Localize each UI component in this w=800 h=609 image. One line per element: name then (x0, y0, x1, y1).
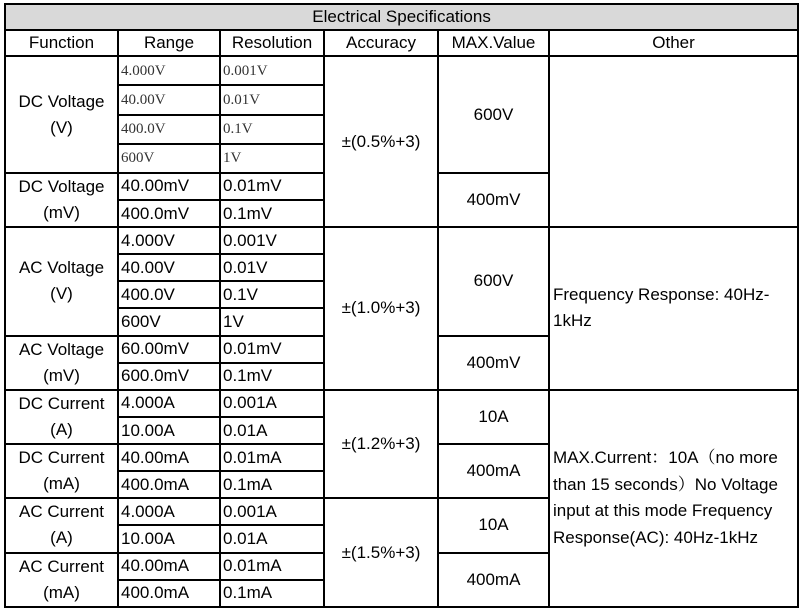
max-ac-voltage-mv: 400mV (438, 336, 549, 390)
resolution-cell: 0.01mV (220, 336, 324, 363)
range-cell: 400.0mV (118, 200, 220, 227)
function-dc-voltage-mv: DC Voltage (mV) (5, 173, 118, 227)
accuracy-ac-voltage: ±(1.0%+3) (324, 227, 438, 390)
range-cell: 400.0V (118, 115, 220, 144)
function-ac-current-a: AC Current (A) (5, 498, 118, 552)
range-cell: 40.00mA (118, 553, 220, 580)
header-function: Function (5, 30, 118, 56)
max-dc-voltage-v: 600V (438, 56, 549, 173)
spec-table (4, 3, 799, 608)
resolution-cell: 0.001V (220, 227, 324, 254)
range-cell: 10.00A (118, 417, 220, 444)
resolution-cell: 0.1mV (220, 200, 324, 227)
range-cell: 10.00A (118, 525, 220, 552)
resolution-cell: 0.001A (220, 390, 324, 417)
range-cell: 4.000V (118, 227, 220, 254)
function-ac-voltage-v: AC Voltage (V) (5, 227, 118, 336)
range-cell: 40.00mV (118, 173, 220, 200)
function-dc-current-ma: DC Current (mA) (5, 444, 118, 498)
range-cell: 400.0mA (118, 580, 220, 607)
range-cell: 600V (118, 144, 220, 173)
header-other: Other (549, 30, 798, 56)
resolution-cell: 1V (220, 308, 324, 335)
resolution-cell: 0.001A (220, 498, 324, 525)
function-dc-current-a: DC Current (A) (5, 390, 118, 444)
resolution-cell: 0.1mV (220, 363, 324, 390)
resolution-cell: 0.1V (220, 281, 324, 308)
range-cell: 600V (118, 308, 220, 335)
max-dc-voltage-mv: 400mV (438, 173, 549, 227)
range-cell: 600.0mV (118, 363, 220, 390)
resolution-cell: 0.1V (220, 115, 324, 144)
accuracy-ac-current: ±(1.5%+3) (324, 498, 438, 607)
function-dc-voltage-v: DC Voltage (V) (5, 56, 118, 173)
max-ac-current-ma: 400mA (438, 553, 549, 607)
other-current: MAX.Current：10A（no more than 15 seconds）No Voltage input at this mode Frequency Response(AC): 40Hz-1kHz (549, 390, 798, 607)
range-cell: 4.000A (118, 390, 220, 417)
header-resolution: Resolution (220, 30, 324, 56)
header-max-value: MAX.Value (438, 30, 549, 56)
resolution-cell: 0.01mA (220, 553, 324, 580)
other-dc-voltage (549, 56, 798, 227)
function-ac-current-ma: AC Current (mA) (5, 553, 118, 607)
range-cell: 40.00V (118, 85, 220, 114)
range-cell: 4.000A (118, 498, 220, 525)
resolution-cell: 1V (220, 144, 324, 173)
range-cell: 400.0V (118, 281, 220, 308)
range-cell: 4.000V (118, 56, 220, 85)
resolution-cell: 0.01V (220, 85, 324, 114)
resolution-cell: 0.1mA (220, 471, 324, 498)
header-range: Range (118, 30, 220, 56)
accuracy-dc-current: ±(1.2%+3) (324, 390, 438, 499)
range-cell: 40.00V (118, 254, 220, 281)
header-accuracy: Accuracy (324, 30, 438, 56)
resolution-cell: 0.01A (220, 525, 324, 552)
max-dc-current-a: 10A (438, 390, 549, 444)
range-cell: 400.0mA (118, 471, 220, 498)
range-cell: 40.00mA (118, 444, 220, 471)
resolution-cell: 0.01mV (220, 173, 324, 200)
function-ac-voltage-mv: AC Voltage (mV) (5, 336, 118, 390)
resolution-cell: 0.01V (220, 254, 324, 281)
resolution-cell: 0.1mA (220, 580, 324, 607)
max-ac-current-a: 10A (438, 498, 549, 552)
max-ac-voltage-v: 600V (438, 227, 549, 336)
range-cell: 60.00mV (118, 336, 220, 363)
table-title: Electrical Specifications (5, 4, 798, 30)
resolution-cell: 0.01mA (220, 444, 324, 471)
resolution-cell: 0.001V (220, 56, 324, 85)
accuracy-dc-voltage: ±(0.5%+3) (324, 56, 438, 227)
resolution-cell: 0.01A (220, 417, 324, 444)
max-dc-current-ma: 400mA (438, 444, 549, 498)
other-ac-voltage: Frequency Response: 40Hz-1kHz (549, 227, 798, 390)
